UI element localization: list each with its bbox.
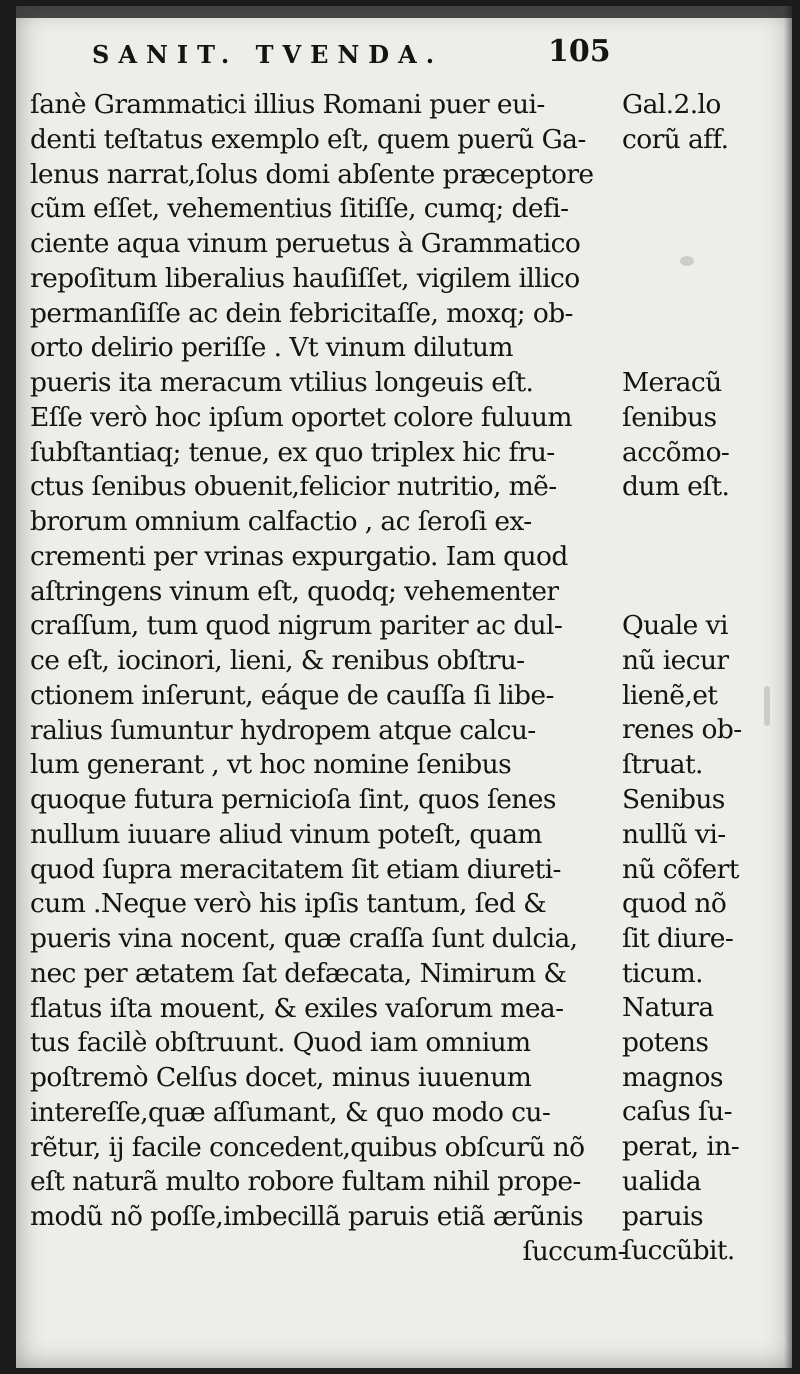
text-line: rẽtur, ij facile concedent,quibus obſcurũ nõ [30,1131,585,1163]
text-line: quod ſupra meracitatem ſit etiam diureti- [30,853,561,885]
text-line: pueris vina nocent, quæ craſſa ſunt dulcia, [30,923,578,954]
margin-note-line: ualida [622,1165,701,1197]
text-line: modũ nõ poſſe,imbecillã paruis etiã ærũnis [30,1201,583,1232]
text-line: flatus iſta mouent, & exiles vaſorum mea- [30,992,564,1024]
margin-note-line: caſus ſu- [622,1096,732,1128]
margin-note-line: renes ob- [622,714,742,746]
margin-note-line: ſtruat. [622,749,703,780]
text-line: orto delirio periſſe . Vt vinum dilutum [30,332,513,364]
margin-note-line: Quale vi [622,610,728,641]
margin-note-line: ſenibus [622,401,717,433]
text-line: nec per ætatem ſat defæcata, Nimirum & [30,957,567,989]
text-line: lum generant , vt hoc nomine ſenibus [30,749,512,781]
text-line: brorum omnium calfactio , ac ſeroſi ex- [30,506,532,537]
ink-smudge [764,686,770,726]
margin-note-line: lienẽ,et [622,679,718,711]
margin-note-line: paruis [622,1200,703,1232]
ink-smudge [680,256,694,266]
text-line: ſanè Grammatici illius Romani puer eui- [30,89,545,120]
text-line: craſſum, tum quod nigrum pariter ac dul- [30,610,563,642]
text-line: ctus ſenibus obuenit,felicior nutritio, mẽ- [30,471,557,503]
margin-note-line: ticum. [622,957,703,989]
text-line: ctionem inſerunt, eáque de cauſſa ſi libe- [30,679,554,711]
margin-note-line: corũ aff. [622,123,729,155]
running-head: SANIT. TVENDA. [92,40,444,69]
text-line: pueris ita meracum vtilius longeuis eſt. [30,367,534,398]
margin-note-line: accõmo- [622,436,730,468]
margin-note [622,88,790,158]
margin-note-line: Senibus [622,784,725,815]
margin-note [622,366,790,505]
margin-note-line: potens [622,1026,709,1058]
text-line: ce eſt, iocinori, lieni, & renibus obſtru- [30,645,525,676]
margin-note-line: magnos [622,1061,723,1093]
margin-note-line: Meracũ [622,367,722,398]
margin-note-line: Natura [622,992,714,1023]
margin-note-line: nũ cõfert [622,853,739,885]
page-header [16,32,792,78]
main-text-column [30,88,630,1270]
text-line: nullum iuuare aliud vinum poteſt, quam [30,818,542,850]
text-line: cum .Neque verò his ipſis tantum, ſed & [30,888,547,920]
text-line: quoque futura pernicioſa ſint, quos ſenes [30,784,556,815]
text-line: Eſſe verò hoc ipſum oportet colore fuluum [30,401,572,433]
catchword: ſuccum- [522,1235,626,1267]
margin-note-line: perat, in- [622,1131,740,1162]
text-line: crementi per vrinas expurgatio. Iam quod [30,540,568,572]
margin-note-line: Gal.2.lo [622,89,721,120]
text-line: lenus narrat,ſolus domi abſente præceptore [30,158,594,190]
margin-note-line: ſuccũbit. [622,1235,735,1267]
page-number: 105 [548,34,611,69]
margin-note-line: nullũ vi- [622,818,726,850]
text-line: repoſitum liberalius hauſiſſet, vigilem illico [30,262,580,294]
text-line: permanſiſſe ac dein febricitaſſe, moxq; ob- [30,297,573,329]
text-line: eſt naturã multo robore fultam nihil prope- [30,1166,581,1198]
margin-note-line: dum eſt. [622,471,730,503]
book-page [16,6,792,1368]
page-top-shadow [16,6,792,18]
margin-note-line: nũ iecur [622,644,729,676]
text-line: ralius ſumuntur hydropem atque calcu- [30,714,536,746]
text-line: intereſſe,quæ aſſumant, & quo modo cu- [30,1096,551,1128]
text-line: ſubſtantiaq; tenue, ex quo triplex hic fru- [30,436,555,468]
text-line: cũm eſſet, vehementius ſitiſſe, cumq; defi- [30,193,569,225]
text-line: tus facilè obſtruunt. Quod iam omnium [30,1027,531,1059]
text-line: aſtringens vinum eſt, quodq; vehementer [30,575,559,607]
margin-note [622,783,790,992]
margin-note [622,991,790,1269]
margin-note-line: ſit diure- [622,923,734,954]
text-line: denti teſtatus exemplo eſt, quem puerũ Ga- [30,123,586,155]
text-line: ciente aqua vinum peruetus à Grammatico [30,228,581,259]
text-line: poſtremò Celſus docet, minus iuuenum [30,1062,532,1093]
margin-note-line: quod nõ [622,888,727,920]
